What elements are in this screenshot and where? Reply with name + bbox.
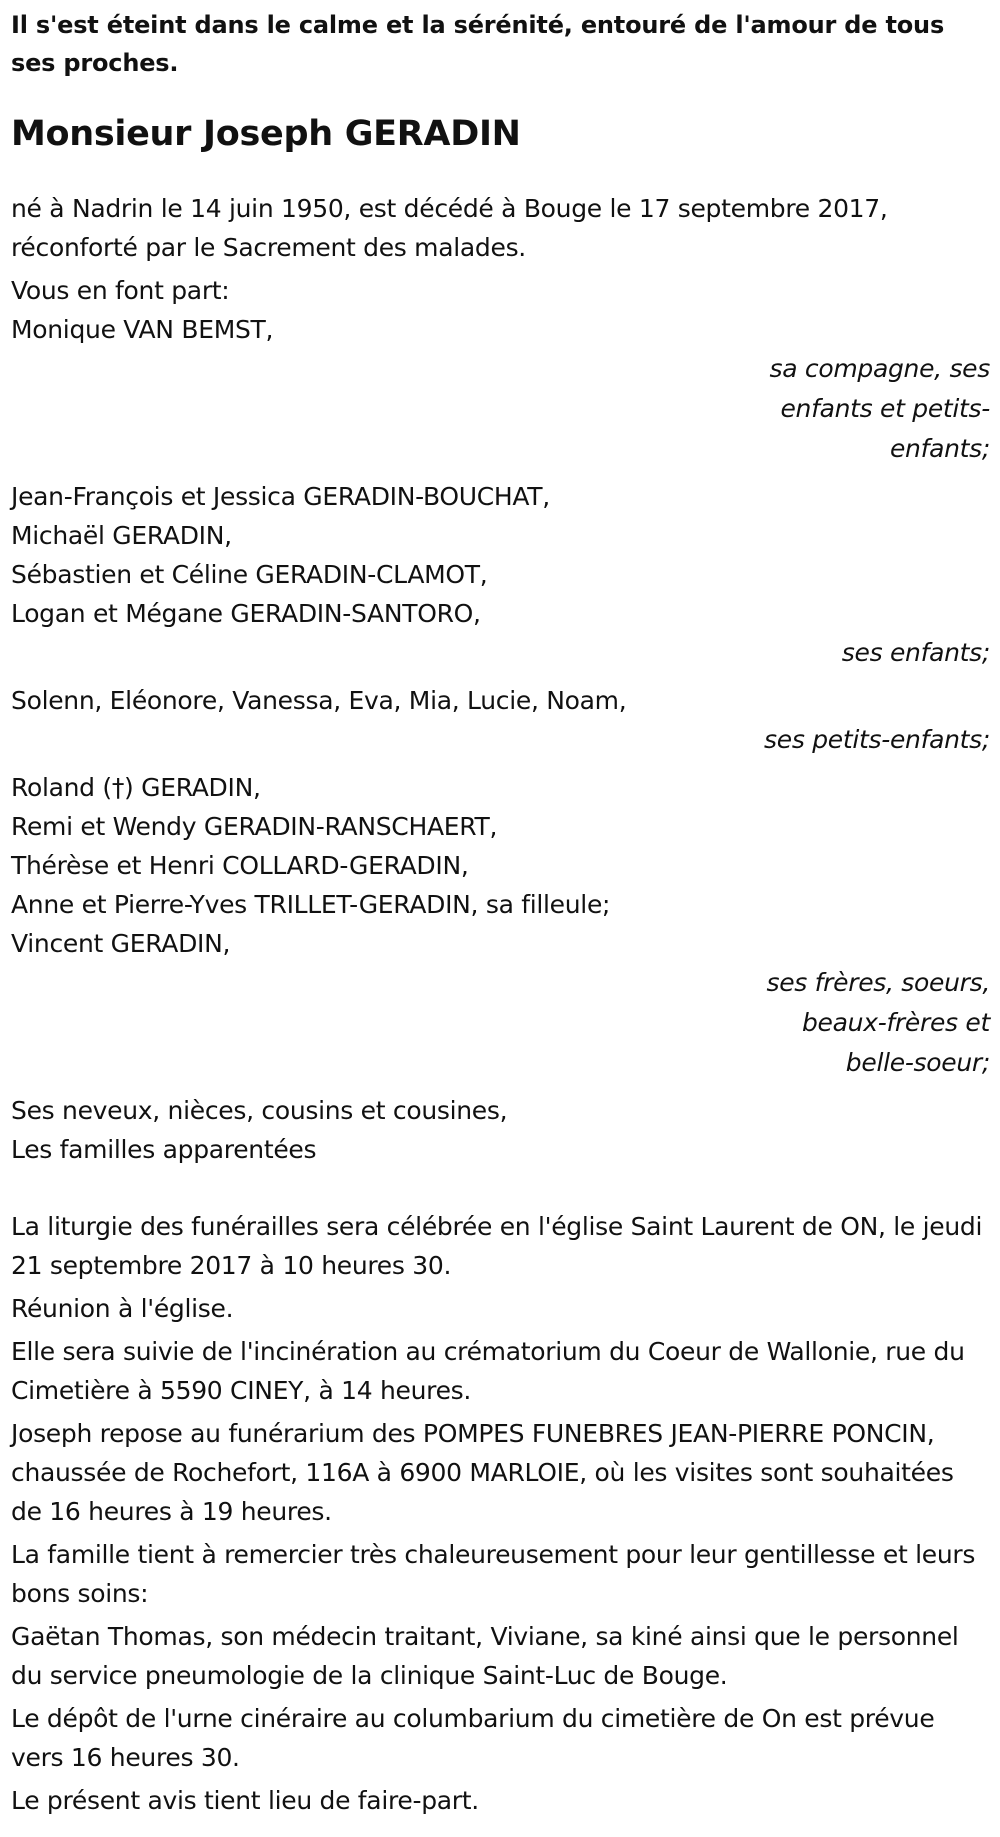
- family-name-line: Jean-François et Jessica GERADIN-BOUCHAT,: [11, 482, 550, 511]
- family-name-line: Vincent GERADIN,: [11, 929, 231, 958]
- family-group-children: [11, 477, 990, 673]
- thanks-recipients-paragraph: Gaëtan Thomas, son médecin traitant, Viviane, sa kiné ainsi que le personnel du service pneumologie de la clinique Saint-Luc de Bouge.: [11, 1622, 959, 1690]
- extended-family-line: Les familles apparentées: [11, 1135, 317, 1164]
- family-group-partner: [11, 310, 990, 469]
- relation-label: ses frères, soeurs, beaux-frères et belle-soeur;: [766, 968, 990, 1077]
- funeral-liturgy-paragraph: La liturgie des funérailles sera célébrée en l'église Saint Laurent de ON, le jeudi 21 septembre 2017 à 10 heures 30.: [11, 1212, 983, 1280]
- family-group-grandchildren: [11, 681, 990, 760]
- family-name-line: Remi et Wendy GERADIN-RANSCHAERT,: [11, 812, 498, 841]
- announcers-label: Vous en font part:: [11, 276, 230, 305]
- family-name-line: Sébastien et Céline GERADIN-CLAMOT,: [11, 560, 488, 589]
- funeral-home-paragraph: Joseph repose au funérarium des POMPES FUNEBRES JEAN-PIERRE PONCIN, chaussée de Rochefort, 116A à 6900 MARLOIE, où les visites sont souhaitées de 16 heures à 19 heures.: [11, 1419, 954, 1526]
- urn-deposit-paragraph: Le dépôt de l'urne cinéraire au columbarium du cimetière de On est prévue vers 16 heures 30.: [11, 1704, 935, 1772]
- family-name-line: Roland (†) GERADIN,: [11, 773, 261, 802]
- birth-death-statement: né à Nadrin le 14 juin 1950, est décédé à Bouge le 17 septembre 2017, réconforté par le Sacrement des malades.: [11, 194, 888, 262]
- extended-family-line: Ses neveux, nièces, cousins et cousines,: [11, 1096, 508, 1125]
- section-spacer: [11, 1169, 990, 1207]
- thanks-paragraph: La famille tient à remercier très chaleureusement pour leur gentillesse et leurs bons soins:: [11, 1540, 976, 1608]
- family-name-line: Thérèse et Henri COLLARD-GERADIN,: [11, 851, 469, 880]
- extended-family: [11, 1091, 990, 1169]
- family-name-line: Anne et Pierre-Yves TRILLET-GERADIN, sa filleule;: [11, 890, 611, 919]
- cremation-paragraph: Elle sera suivie de l'incinération au crématorium du Coeur de Wallonie, rue du Cimetière à 5590 CINEY, à 14 heures.: [11, 1337, 965, 1405]
- closing-paragraph: Le présent avis tient lieu de faire-part.: [11, 1786, 479, 1815]
- family-group-siblings: [11, 768, 990, 1083]
- relation-label: ses enfants;: [841, 638, 990, 667]
- family-name-line: Logan et Mégane GERADIN-SANTORO,: [11, 599, 481, 628]
- relation-label: ses petits-enfants;: [764, 725, 990, 754]
- family-name-line: Michaël GERADIN,: [11, 521, 232, 550]
- intro-statement: Il s'est éteint dans le calme et la sérénité, entouré de l'amour de tous ses proches.: [11, 11, 945, 77]
- family-name-line: Monique VAN BEMST,: [11, 315, 274, 344]
- notice-body: [11, 189, 990, 1820]
- family-name-line: Solenn, Eléonore, Vanessa, Eva, Mia, Lucie, Noam,: [11, 686, 627, 715]
- relation-label: sa compagne, ses enfants et petits-enfants;: [769, 354, 990, 463]
- meeting-paragraph: Réunion à l'église.: [11, 1294, 234, 1323]
- deceased-name-title: Monsieur Joseph GERADIN: [11, 114, 521, 154]
